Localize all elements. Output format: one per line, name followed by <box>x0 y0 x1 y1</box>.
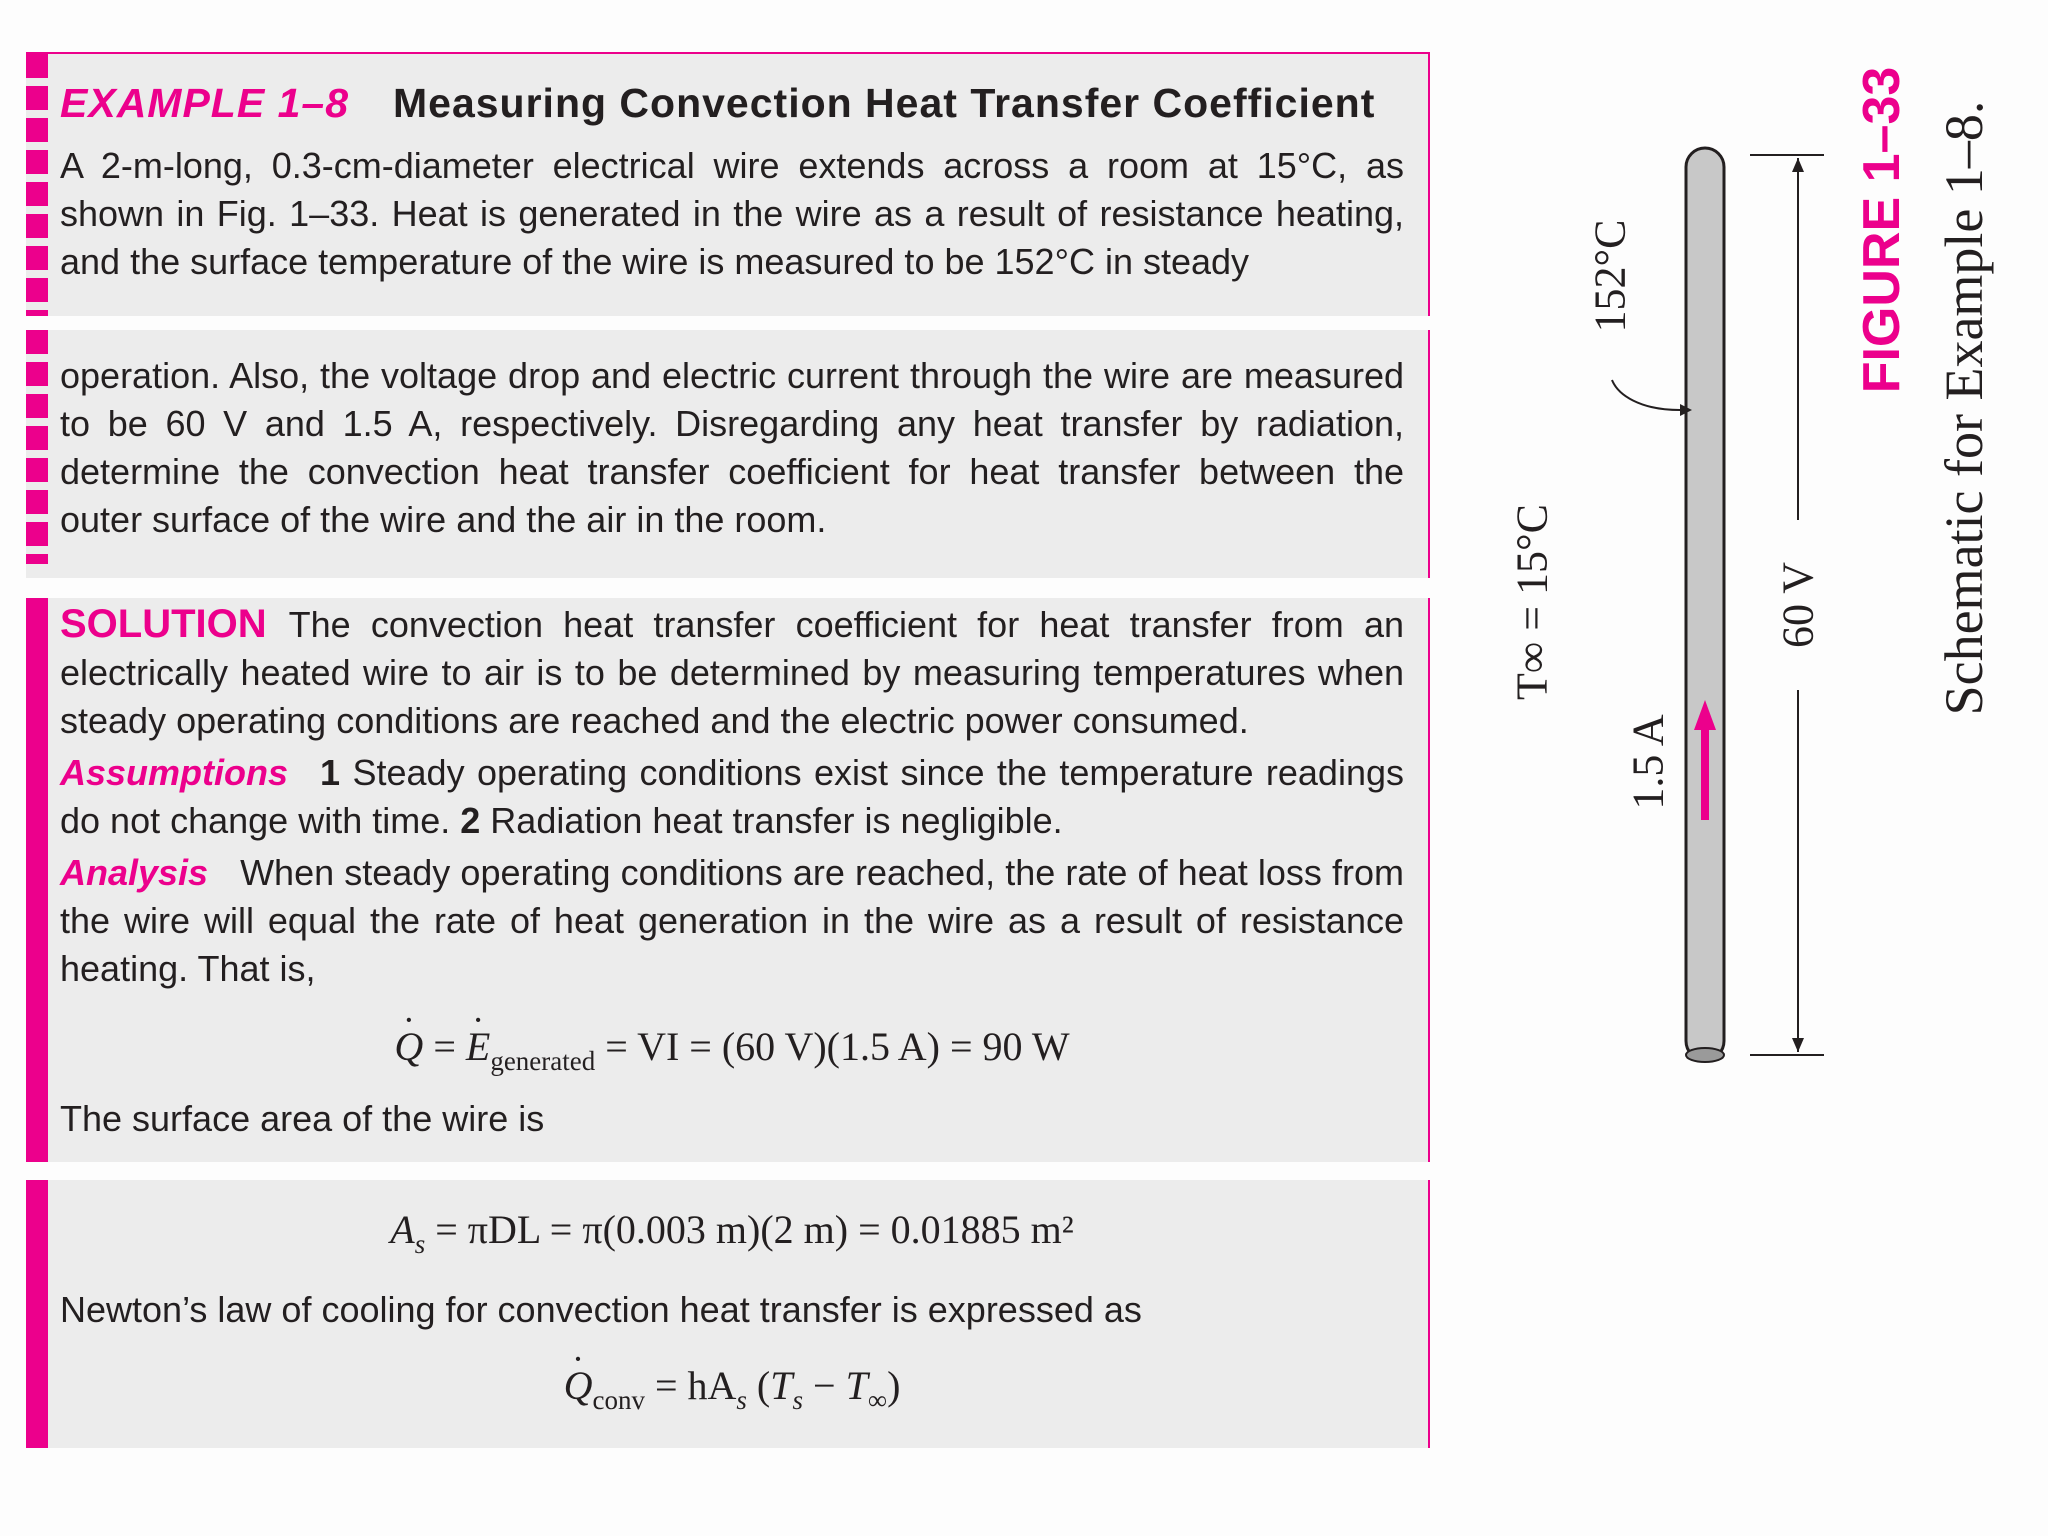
analysis-paragraph <box>60 849 1404 993</box>
surface-area-equation-rhs: = πDL = π(0.003 m)(2 m) = 0.01885 m² <box>435 1207 1074 1252</box>
assumption-1-number: 1 <box>320 752 341 793</box>
analysis-label: Analysis <box>60 852 209 893</box>
assumption-2-text: Radiation heat transfer is negligible. <box>490 800 1063 841</box>
solution-label: SOLUTION <box>60 602 267 646</box>
figure-caption: Schematic for Example 1–8. <box>1934 100 1994 716</box>
example-panel-top <box>26 52 1430 316</box>
assumption-1-text: Steady operating conditions exist since the temperature readings do not change with time. <box>60 752 1404 841</box>
solution-panel <box>26 598 1430 1162</box>
assumption-2-number: 2 <box>460 800 481 841</box>
equations-side-bar <box>26 1180 48 1448</box>
assumptions-paragraph <box>60 749 1404 845</box>
ambient-temperature-label: T∞ = 15°C <box>1507 503 1557 701</box>
figure-number: FIGURE 1–33 <box>1853 66 1911 394</box>
newton-law-text: Newton’s law of cooling for convection heat transfer is expressed as <box>60 1289 1142 1330</box>
power-equation: Q · = $E \cdot_{generated}$ = VI = (60 V)(1.5 A) = 90 W <box>60 1023 1404 1087</box>
example-title: Measuring Convection Heat Transfer Coefficient <box>393 80 1376 126</box>
generated-subscript: generated <box>490 1046 596 1076</box>
example-side-bar <box>26 54 48 316</box>
surface-area-text: The surface area of the wire is <box>60 1098 545 1139</box>
temperature-pointer <box>1612 380 1680 410</box>
wire <box>1686 148 1724 1060</box>
example-side-bar <box>26 330 48 564</box>
analysis-text: When steady operating conditions are reached, the rate of heat loss from the wire will equal the rate of heat generation in the wire as a result of resistance heating. That is, <box>60 852 1404 989</box>
newton-law-equation: $Q \cdot_{conv} = hA_s$ $(T_s - T_\infty)$ <box>60 1362 1404 1416</box>
solution-side-bar <box>26 598 48 1162</box>
dimension-arrow-top <box>1792 158 1804 172</box>
problem-statement-part2: operation. Also, the voltage drop and electric current through the wire are measured to be 60 V and 1.5 A, respectively. Disregarding any heat transfer by radiation, determine the convection heat transfer coefficient for heat transfer between the outer surface of the wire and the air in the room. <box>60 355 1404 540</box>
surface-temperature-label: 152°C <box>1585 219 1635 333</box>
solution-text: The convection heat transfer coefficient for heat transfer from an electrically heated wire to air is to be determined by measuring temperatures when steady operating conditions are reached and the electric power consumed. <box>60 604 1404 741</box>
voltage-label: 60 V <box>1773 562 1823 648</box>
dimension-arrow-bottom <box>1792 1038 1804 1052</box>
example-panel-continued <box>26 330 1430 578</box>
surface-area-equation: $A_s = \pi DL = \pi(0.003$ m)(2 m) = 0.01885 m² <box>390 1207 1074 1259</box>
current-label: 1.5 A <box>1623 714 1673 810</box>
solution-paragraph <box>60 598 1404 745</box>
wire-end <box>1686 1048 1724 1062</box>
problem-statement-part1: A 2-m-long, 0.3-cm-diameter electrical wire extends across a room at 15°C, as shown in Fig. 1–33. Heat is generated in the wire as a result of resistance heating, and the surface temperature of the wire is measured to be 152°C in steady <box>60 145 1404 282</box>
power-equation-rhs: = VI = (60 V)(1.5 A) = 90 W <box>605 1024 1070 1069</box>
conv-subscript: conv <box>592 1385 645 1415</box>
newton-law-rhs: = hA <box>654 1363 737 1408</box>
equations-panel <box>26 1180 1430 1448</box>
example-number: EXAMPLE 1–8 <box>60 80 349 126</box>
example-heading <box>60 54 1404 128</box>
assumptions-label: Assumptions <box>60 752 289 793</box>
